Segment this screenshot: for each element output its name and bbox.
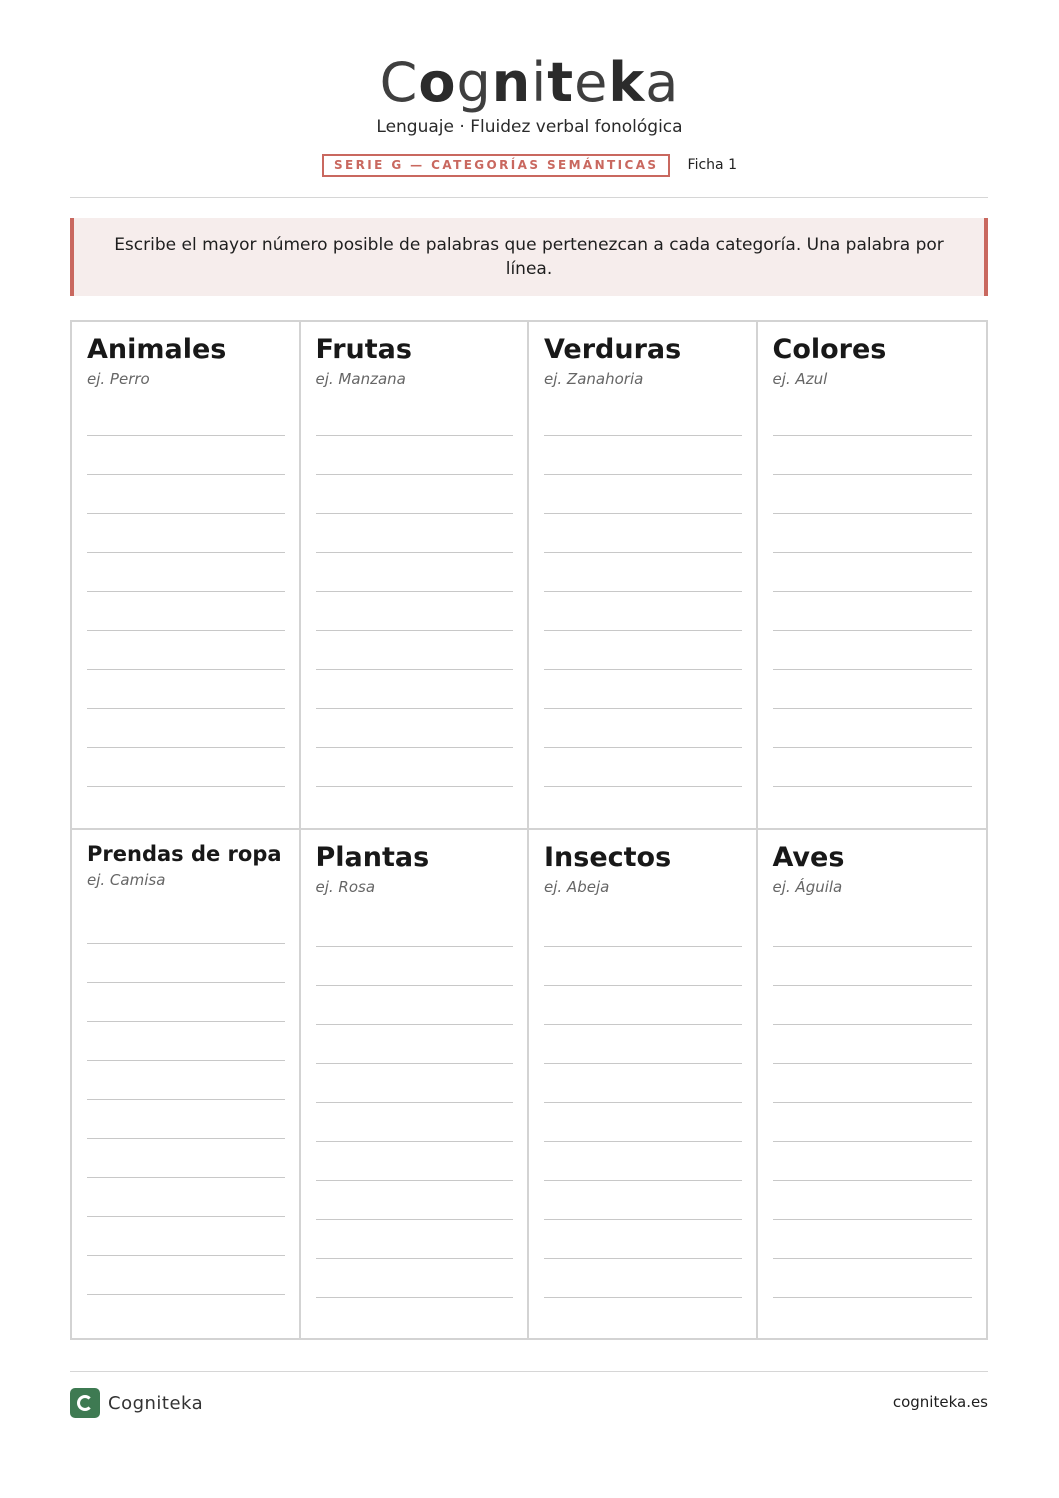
instructions-text: Escribe el mayor número posible de palabras que pertenezcan a cada categoría. Una palabra por línea. bbox=[114, 235, 944, 279]
writing-line[interactable] bbox=[773, 552, 973, 553]
writing-line[interactable] bbox=[87, 1294, 285, 1295]
writing-line[interactable] bbox=[544, 630, 742, 631]
writing-line[interactable] bbox=[544, 1180, 742, 1181]
writing-line[interactable] bbox=[87, 1021, 285, 1022]
writing-line[interactable] bbox=[316, 1258, 514, 1259]
writing-line[interactable] bbox=[316, 513, 514, 514]
writing-line[interactable] bbox=[544, 985, 742, 986]
page-subtitle: Lenguaje · Fluidez verbal fonológica bbox=[376, 117, 683, 137]
writing-line[interactable] bbox=[87, 708, 285, 709]
logo-title: Cogniteka bbox=[379, 51, 680, 114]
writing-line[interactable] bbox=[544, 1102, 742, 1103]
writing-line[interactable] bbox=[87, 1255, 285, 1256]
writing-line[interactable] bbox=[773, 1258, 973, 1259]
writing-line[interactable] bbox=[316, 591, 514, 592]
writing-line[interactable] bbox=[773, 513, 973, 514]
category-grid bbox=[70, 320, 988, 1340]
category-title: Insectos bbox=[544, 842, 672, 873]
writing-line[interactable] bbox=[544, 946, 742, 947]
writing-line[interactable] bbox=[316, 630, 514, 631]
writing-lines[interactable] bbox=[316, 435, 514, 825]
writing-line[interactable] bbox=[316, 1297, 514, 1298]
writing-line[interactable] bbox=[87, 1060, 285, 1061]
serie-row bbox=[0, 154, 1059, 177]
footer-url[interactable]: cogniteka.es bbox=[892, 1393, 988, 1411]
writing-lines[interactable] bbox=[773, 946, 973, 1336]
category-title: Animales bbox=[87, 334, 227, 365]
instructions-box bbox=[70, 218, 988, 296]
footer-divider bbox=[70, 1371, 988, 1372]
writing-line[interactable] bbox=[316, 747, 514, 748]
category-example: ej. Abeja bbox=[544, 878, 610, 896]
footer-logo bbox=[70, 1388, 203, 1418]
category-cell bbox=[301, 322, 530, 830]
writing-lines[interactable] bbox=[316, 946, 514, 1336]
writing-line[interactable] bbox=[544, 1219, 742, 1220]
writing-line[interactable] bbox=[544, 669, 742, 670]
category-example: ej. Rosa bbox=[315, 878, 376, 896]
writing-line[interactable] bbox=[773, 985, 973, 986]
category-title: Plantas bbox=[315, 842, 430, 873]
writing-line[interactable] bbox=[544, 708, 742, 709]
writing-line[interactable] bbox=[544, 435, 742, 436]
writing-line[interactable] bbox=[87, 943, 285, 944]
writing-line[interactable] bbox=[544, 474, 742, 475]
writing-line[interactable] bbox=[87, 669, 285, 670]
writing-line[interactable] bbox=[316, 1180, 514, 1181]
writing-line[interactable] bbox=[544, 1063, 742, 1064]
category-cell bbox=[72, 830, 301, 1338]
writing-line[interactable] bbox=[773, 1297, 973, 1298]
category-example: ej. Zanahoria bbox=[544, 370, 644, 388]
writing-line[interactable] bbox=[544, 552, 742, 553]
writing-line[interactable] bbox=[87, 1177, 285, 1178]
category-example: ej. Camisa bbox=[87, 871, 166, 889]
category-example: ej. Azul bbox=[772, 370, 828, 388]
writing-line[interactable] bbox=[316, 1219, 514, 1220]
writing-line[interactable] bbox=[87, 435, 285, 436]
footer-brand: Cogniteka bbox=[108, 1392, 204, 1414]
writing-lines[interactable] bbox=[87, 435, 285, 825]
writing-line[interactable] bbox=[87, 786, 285, 787]
ficha-label: Ficha 1 bbox=[687, 157, 737, 173]
category-cell bbox=[758, 322, 987, 830]
writing-line[interactable] bbox=[544, 1258, 742, 1259]
writing-line[interactable] bbox=[773, 1063, 973, 1064]
writing-line[interactable] bbox=[87, 552, 285, 553]
writing-line[interactable] bbox=[316, 669, 514, 670]
serie-badge: SERIE G — CATEGORÍAS SEMÁNTICAS bbox=[322, 154, 670, 177]
writing-line[interactable] bbox=[773, 747, 973, 748]
brand-mark-icon bbox=[70, 1388, 100, 1418]
category-title: Verduras bbox=[544, 334, 682, 365]
category-cell bbox=[529, 830, 758, 1338]
writing-lines[interactable] bbox=[544, 946, 742, 1336]
writing-line[interactable] bbox=[87, 1216, 285, 1217]
writing-line[interactable] bbox=[544, 747, 742, 748]
writing-line[interactable] bbox=[316, 786, 514, 787]
header-divider bbox=[70, 197, 988, 198]
writing-line[interactable] bbox=[773, 786, 973, 787]
writing-line[interactable] bbox=[87, 1138, 285, 1139]
category-cell bbox=[301, 830, 530, 1338]
writing-line[interactable] bbox=[87, 474, 285, 475]
writing-line[interactable] bbox=[544, 591, 742, 592]
writing-line[interactable] bbox=[87, 591, 285, 592]
writing-line[interactable] bbox=[316, 552, 514, 553]
writing-line[interactable] bbox=[544, 1297, 742, 1298]
writing-line[interactable] bbox=[316, 985, 514, 986]
writing-line[interactable] bbox=[316, 1141, 514, 1142]
writing-line[interactable] bbox=[316, 1024, 514, 1025]
category-title: Frutas bbox=[315, 334, 412, 365]
writing-line[interactable] bbox=[773, 435, 973, 436]
writing-line[interactable] bbox=[544, 513, 742, 514]
writing-lines[interactable] bbox=[544, 435, 742, 825]
category-example: ej. Águila bbox=[772, 878, 843, 896]
writing-line[interactable] bbox=[87, 513, 285, 514]
writing-line[interactable] bbox=[316, 474, 514, 475]
writing-line[interactable] bbox=[773, 591, 973, 592]
writing-lines[interactable] bbox=[773, 435, 973, 825]
writing-line[interactable] bbox=[773, 630, 973, 631]
category-example: ej. Perro bbox=[87, 370, 150, 388]
writing-line[interactable] bbox=[316, 1063, 514, 1064]
category-example: ej. Manzana bbox=[315, 370, 406, 388]
writing-line[interactable] bbox=[773, 1141, 973, 1142]
writing-line[interactable] bbox=[87, 630, 285, 631]
writing-line[interactable] bbox=[544, 1024, 742, 1025]
writing-line[interactable] bbox=[87, 1099, 285, 1100]
writing-line[interactable] bbox=[316, 946, 514, 947]
writing-line[interactable] bbox=[773, 1102, 973, 1103]
category-title: Prendas de ropa bbox=[87, 842, 282, 866]
writing-line[interactable] bbox=[544, 786, 742, 787]
writing-line[interactable] bbox=[773, 474, 973, 475]
writing-line[interactable] bbox=[316, 1102, 514, 1103]
category-cell bbox=[529, 322, 758, 830]
writing-line[interactable] bbox=[316, 708, 514, 709]
writing-line[interactable] bbox=[773, 708, 973, 709]
writing-lines[interactable] bbox=[87, 943, 285, 1333]
writing-line[interactable] bbox=[773, 669, 973, 670]
category-cell bbox=[758, 830, 987, 1338]
writing-line[interactable] bbox=[544, 1141, 742, 1142]
writing-line[interactable] bbox=[773, 1024, 973, 1025]
writing-line[interactable] bbox=[773, 946, 973, 947]
writing-line[interactable] bbox=[87, 982, 285, 983]
writing-line[interactable] bbox=[773, 1219, 973, 1220]
category-cell bbox=[72, 322, 301, 830]
category-title: Aves bbox=[772, 842, 845, 873]
writing-line[interactable] bbox=[316, 435, 514, 436]
writing-line[interactable] bbox=[87, 747, 285, 748]
writing-line[interactable] bbox=[773, 1180, 973, 1181]
category-title: Colores bbox=[772, 334, 887, 365]
